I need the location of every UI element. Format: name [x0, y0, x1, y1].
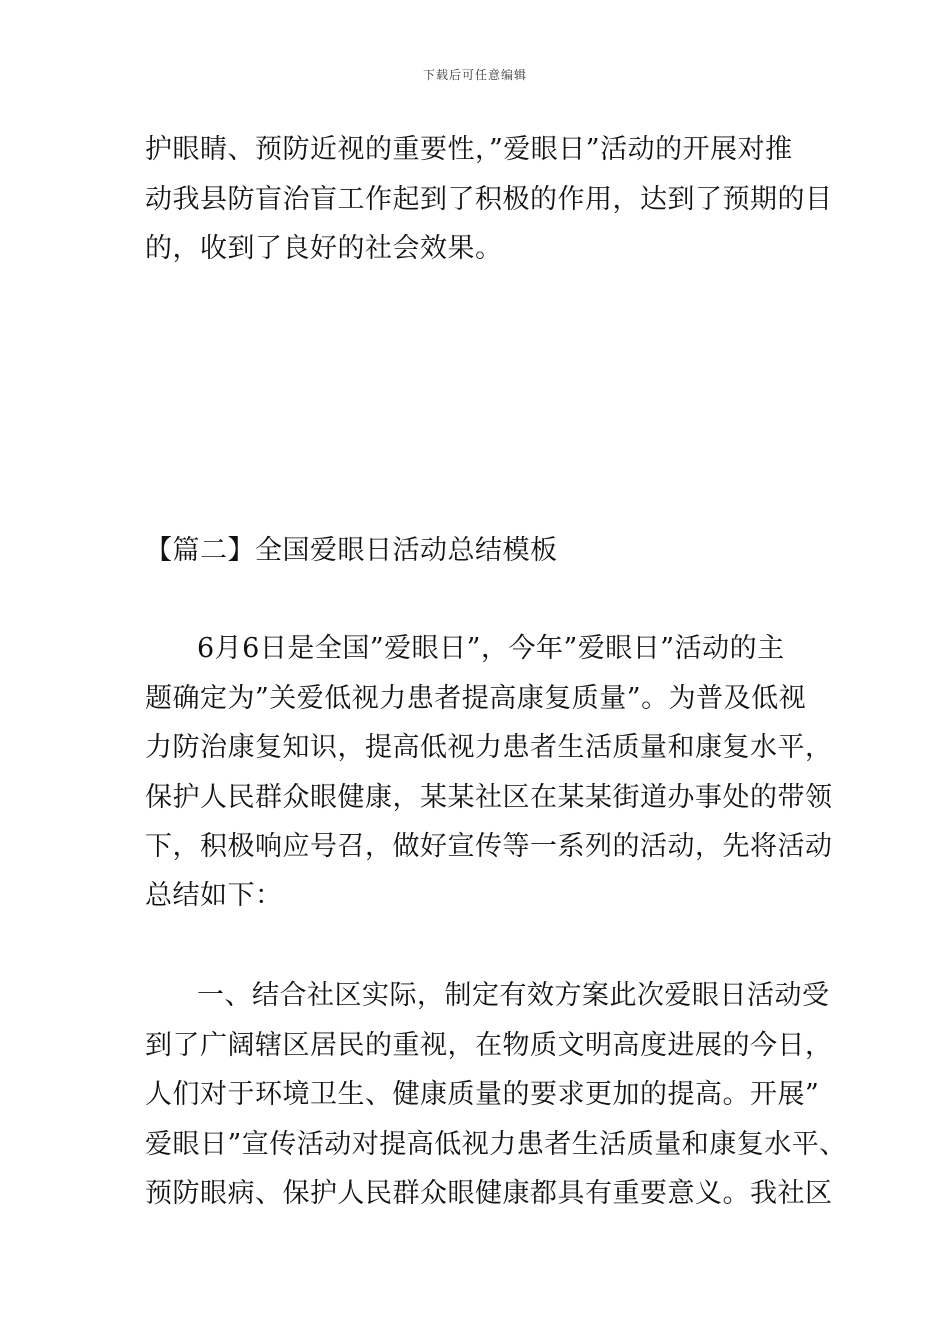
paragraph-line: 一、结合社区实际，制定有效方案此次爱眼日活动受 — [197, 980, 830, 1011]
section-title: 【篇二】全国爱眼日活动总结模板 — [145, 535, 558, 566]
paragraph-line: 保护人民群众眼健康，某某社区在某某街道办事处的带领 — [145, 782, 833, 813]
paragraph-line: 的，收到了良好的社会效果。 — [145, 233, 503, 264]
paragraph-line: 爱眼日”宣传活动对提高低视力患者生活质量和康复水平、 — [145, 1129, 847, 1160]
paragraph-line: 到了广阔辖区居民的重视，在物质文明高度进展的今日， — [145, 1030, 833, 1061]
paragraph-line: 人们对于环境卫生、健康质量的要求更加的提高。开展” — [145, 1079, 820, 1110]
paragraph-line: 下，积极响应号召，做好宣传等一系列的活动，先将活动 — [145, 831, 833, 862]
paragraph-line: 力防治康复知识，提高低视力患者生活质量和康复水平， — [145, 732, 833, 763]
paragraph-line: 预防眼病、保护人民群众眼健康都具有重要意义。我社区 — [145, 1178, 833, 1209]
page-header-note: 下载后可任意编辑 — [422, 68, 527, 82]
paragraph-line: 护眼睛、预防近视的重要性，”爱眼日”活动的开展对推 — [145, 134, 793, 165]
paragraph-line: 6月6日是全国”爱眼日”，今年”爱眼日”活动的主 — [197, 633, 785, 664]
paragraph-line: 动我县防盲治盲工作起到了积极的作用，达到了预期的目 — [145, 184, 833, 215]
paragraph-line: 题确定为”关爱低视力患者提高康复质量”。为普及低视 — [145, 683, 807, 714]
paragraph-line: 总结如下： — [145, 880, 283, 911]
